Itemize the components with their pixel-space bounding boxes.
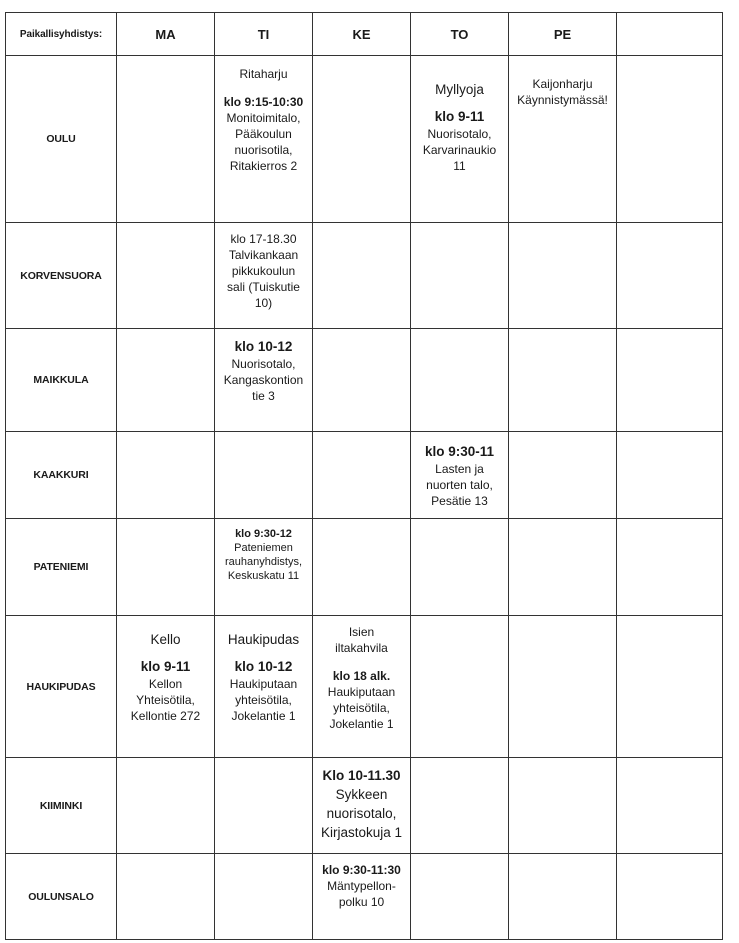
cell-ti bbox=[215, 432, 313, 519]
address-line: Talvikankaan bbox=[228, 248, 299, 262]
address-line: yhteisötila, bbox=[235, 693, 292, 707]
cell-ke bbox=[313, 519, 411, 616]
cell-ma bbox=[117, 223, 215, 329]
location-name: PATENIEMI bbox=[6, 519, 117, 616]
cell-ma bbox=[117, 432, 215, 519]
header-day-ti: TI bbox=[215, 13, 313, 56]
address-line: Kellon bbox=[148, 677, 183, 691]
time-label: klo 10-12 bbox=[234, 659, 293, 674]
header-day-ke: KE bbox=[313, 13, 411, 56]
address-line: polku 10 bbox=[338, 895, 385, 909]
location-name: MAIKKULA bbox=[6, 329, 117, 432]
cell-empty bbox=[617, 223, 723, 329]
address-line: Nuorisotalo, bbox=[427, 127, 492, 141]
address-line: Ritakierros 2 bbox=[229, 159, 298, 173]
location-name: KORVENSUORA bbox=[6, 223, 117, 329]
cell-pe bbox=[509, 519, 617, 616]
row-kiiminki bbox=[6, 758, 723, 854]
time-label: Klo 10-11.30 bbox=[322, 768, 401, 783]
cell-ti bbox=[215, 56, 313, 223]
cell-to bbox=[411, 56, 509, 223]
address-line: Kirjastokuja 1 bbox=[320, 825, 403, 840]
time-label: klo 9-11 bbox=[140, 659, 191, 674]
row-pateniemi bbox=[6, 519, 723, 616]
location-name: KAAKKURI bbox=[6, 432, 117, 519]
place-name: Ritaharju bbox=[239, 67, 288, 81]
address-line: tie 3 bbox=[252, 389, 275, 403]
cell-pe bbox=[509, 758, 617, 854]
time-label: klo 10-12 bbox=[234, 339, 293, 354]
header-day-ma: MA bbox=[117, 13, 215, 56]
header-day-pe: PE bbox=[509, 13, 617, 56]
cell-ma bbox=[117, 616, 215, 758]
cell-empty bbox=[617, 616, 723, 758]
address-line: sali (Tuiskutie bbox=[227, 280, 300, 294]
address-line: Keskuskatu 11 bbox=[227, 570, 300, 582]
cell-ke bbox=[313, 616, 411, 758]
place-name: Kello bbox=[150, 632, 181, 647]
cell-ma bbox=[117, 56, 215, 223]
address-line: Haukiputaan bbox=[327, 685, 396, 699]
cell-to bbox=[411, 223, 509, 329]
row-maikkula bbox=[6, 329, 723, 432]
cell-pe bbox=[509, 432, 617, 519]
row-korvensuora bbox=[6, 223, 723, 329]
location-name: HAUKIPUDAS bbox=[6, 616, 117, 758]
address-line: 10) bbox=[254, 296, 273, 310]
cell-pe bbox=[509, 56, 617, 223]
address-line: nuorisotalo, bbox=[326, 806, 397, 821]
address-line: Pateniemen bbox=[234, 542, 293, 554]
address-line: Monitoimitalo, bbox=[226, 111, 301, 125]
cell-ti bbox=[215, 854, 313, 940]
cell-ti bbox=[215, 616, 313, 758]
address-line: rauhanyhdistys, bbox=[224, 556, 303, 568]
row-oulu bbox=[6, 56, 723, 223]
schedule-table bbox=[5, 12, 723, 940]
address-line: Haukiputaan bbox=[229, 677, 298, 691]
address-line: Pesätie 13 bbox=[431, 493, 488, 508]
cell-pe bbox=[509, 616, 617, 758]
address-line: Mäntypellon- bbox=[327, 879, 396, 893]
address-line: Kangaskontion bbox=[223, 373, 304, 387]
cell-ti bbox=[215, 519, 313, 616]
address-line: Nuorisotalo, bbox=[231, 357, 296, 371]
cell-ma bbox=[117, 758, 215, 854]
address-line: Yhteisötila, bbox=[136, 693, 195, 707]
cell-pe bbox=[509, 854, 617, 940]
time-label: klo 9:30-11:30 bbox=[322, 863, 401, 877]
cell-to bbox=[411, 519, 509, 616]
cell-ti bbox=[215, 329, 313, 432]
address-line: Jokelantie 1 bbox=[231, 709, 296, 723]
cell-empty bbox=[617, 432, 723, 519]
row-haukipudas bbox=[6, 616, 723, 758]
time-label: klo 17-18.30 bbox=[230, 232, 297, 246]
cell-pe bbox=[509, 223, 617, 329]
place-name: Haukipudas bbox=[227, 632, 300, 647]
cell-empty bbox=[617, 329, 723, 432]
cell-empty bbox=[617, 519, 723, 616]
location-name: OULUNSALO bbox=[6, 854, 117, 940]
cell-empty bbox=[617, 758, 723, 854]
cell-pe bbox=[509, 329, 617, 432]
location-name: OULU bbox=[6, 56, 117, 223]
address-line: Pääkoulun bbox=[235, 127, 292, 141]
address-line: pikkukoulun bbox=[231, 264, 296, 278]
cell-ke bbox=[313, 758, 411, 854]
cell-ti bbox=[215, 758, 313, 854]
cell-ti bbox=[215, 223, 313, 329]
place-name: Myllyoja bbox=[435, 82, 484, 97]
time-label: klo 9-11 bbox=[434, 109, 485, 124]
address-line: Jokelantie 1 bbox=[329, 717, 394, 731]
row-kaakkuri bbox=[6, 432, 723, 519]
place-name: Isien bbox=[348, 625, 375, 639]
address-line: 11 bbox=[453, 159, 466, 173]
address-line: Sykkeen bbox=[335, 787, 388, 802]
row-oulunsalo bbox=[6, 854, 723, 940]
address-line: nuorten talo, bbox=[426, 477, 493, 492]
cell-to bbox=[411, 758, 509, 854]
cell-ke bbox=[313, 223, 411, 329]
status-note: Käynnistymässä! bbox=[517, 93, 608, 107]
cell-ke bbox=[313, 329, 411, 432]
cell-ke bbox=[313, 432, 411, 519]
location-name: KIIMINKI bbox=[6, 758, 117, 854]
cell-to bbox=[411, 432, 509, 519]
cell-ma bbox=[117, 519, 215, 616]
address-line: Lasten ja bbox=[435, 461, 484, 476]
header-corner: Paikallisyhdistys: bbox=[6, 13, 117, 56]
address-line: Karvarinaukio bbox=[422, 143, 497, 157]
cell-empty bbox=[617, 854, 723, 940]
time-label: klo 9:30-11 bbox=[424, 443, 495, 459]
address-line: nuorisotila, bbox=[234, 143, 293, 157]
header-day-empty bbox=[617, 13, 723, 56]
time-label: klo 9:30-12 bbox=[235, 528, 292, 540]
address-line: Kellontie 272 bbox=[130, 709, 201, 723]
cell-to bbox=[411, 854, 509, 940]
time-label: klo 18 alk. bbox=[332, 669, 391, 683]
cell-ke bbox=[313, 854, 411, 940]
place-name: iltakahvila bbox=[335, 641, 388, 655]
cell-ke bbox=[313, 56, 411, 223]
cell-ma bbox=[117, 854, 215, 940]
place-name: Kaijonharju bbox=[532, 77, 593, 91]
header-day-to: TO bbox=[411, 13, 509, 56]
time-label: klo 9:15-10:30 bbox=[223, 95, 304, 109]
header-row bbox=[6, 13, 723, 56]
cell-empty bbox=[617, 56, 723, 223]
address-line: yhteisötila, bbox=[333, 701, 390, 715]
cell-to bbox=[411, 616, 509, 758]
cell-ma bbox=[117, 329, 215, 432]
cell-to bbox=[411, 329, 509, 432]
